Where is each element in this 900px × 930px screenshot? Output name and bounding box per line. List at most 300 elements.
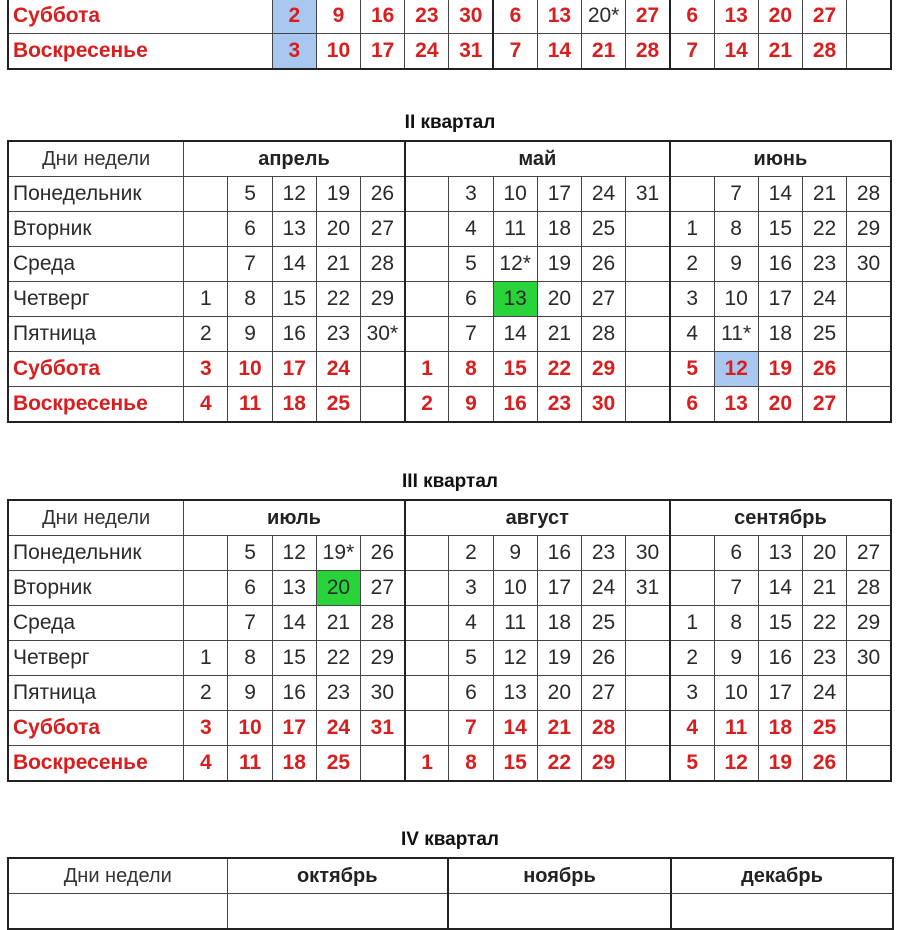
empty-date-cell: [405, 317, 449, 352]
quarter-header-row: [8, 141, 891, 177]
empty-date-cell: [847, 387, 891, 423]
date-cell: 20: [802, 536, 846, 571]
date-cell: 29: [581, 352, 625, 387]
empty-date-cell: [626, 212, 670, 247]
date-cell: 4: [670, 317, 714, 352]
date-cell: 28: [626, 34, 670, 70]
date-cell: 30: [847, 641, 891, 676]
empty-date-cell: [670, 177, 714, 212]
date-cell: 20: [537, 282, 581, 317]
date-cell: 30: [847, 247, 891, 282]
date-cell: 26: [361, 536, 405, 571]
empty-date-cell: [361, 352, 405, 387]
empty-date-cell: [184, 536, 228, 571]
date-cell: 3: [184, 352, 228, 387]
date-cell: 12: [714, 746, 758, 782]
date-cell: 20*: [582, 0, 626, 34]
empty-date-cell: [405, 212, 449, 247]
date-cell: 24: [581, 177, 625, 212]
date-cell: 11: [228, 746, 272, 782]
day-name-cell: Понедельник: [8, 177, 184, 212]
date-cell: 11: [714, 711, 758, 746]
date-cell: 9: [714, 641, 758, 676]
date-cell: 21: [316, 606, 360, 641]
date-cell: 23: [802, 641, 846, 676]
date-cell: 30: [449, 0, 493, 34]
date-cell: 15: [493, 352, 537, 387]
empty-date-cell: [405, 711, 449, 746]
month-header: июль: [184, 500, 405, 536]
day-name-cell: Пятница: [8, 676, 184, 711]
date-cell: 8: [228, 282, 272, 317]
date-cell: 23: [537, 387, 581, 423]
date-cell: 16: [361, 0, 405, 34]
month-header-december: декабрь: [671, 858, 893, 894]
date-cell: 8: [714, 606, 758, 641]
day-name-cell: Пятница: [8, 317, 184, 352]
date-cell: 6: [449, 676, 493, 711]
empty-date-cell: [626, 352, 670, 387]
weekday-row: [8, 536, 891, 571]
date-cell: 7: [449, 711, 493, 746]
date-cell: 7: [670, 34, 714, 70]
date-cell: 10: [228, 352, 272, 387]
date-cell: 16: [272, 317, 316, 352]
date-cell: 5: [228, 177, 272, 212]
empty-date-cell: [626, 606, 670, 641]
date-cell: 1: [670, 212, 714, 247]
empty-date-cell: [847, 676, 891, 711]
weekday-row: [8, 571, 891, 606]
date-cell: 23: [316, 317, 360, 352]
date-cell: 24: [405, 34, 449, 70]
date-cell: 4: [184, 387, 228, 423]
date-cell: 6: [714, 536, 758, 571]
month-header: август: [405, 500, 670, 536]
date-cell: 20: [537, 676, 581, 711]
date-cell: 8: [449, 746, 493, 782]
date-cell: 14: [493, 317, 537, 352]
date-cell: 24: [316, 352, 360, 387]
date-cell: 3: [184, 711, 228, 746]
empty-date-cell: [184, 606, 228, 641]
empty-date-cell: [361, 387, 405, 423]
date-cell: 1: [405, 352, 449, 387]
quarter-2-title: II квартал: [404, 112, 496, 133]
empty-date-cell: [626, 282, 670, 317]
date-cell: 17: [272, 352, 316, 387]
date-cell: 13: [714, 0, 758, 34]
date-cell: 12: [272, 536, 316, 571]
date-cell: 22: [802, 212, 846, 247]
date-cell: 10: [228, 711, 272, 746]
weekday-row: [8, 711, 891, 746]
date-cell: 19: [758, 746, 802, 782]
date-cell: 1: [184, 282, 228, 317]
date-cell: 23: [316, 676, 360, 711]
date-cell: 23: [405, 0, 449, 34]
empty-date-cell: [405, 247, 449, 282]
day-name-cell: Воскресенье: [8, 746, 184, 782]
date-cell: 13: [537, 0, 581, 34]
date-cell: 9: [714, 247, 758, 282]
date-cell: 9: [228, 317, 272, 352]
date-cell: 25: [581, 212, 625, 247]
date-cell: 2: [449, 536, 493, 571]
date-cell: 13: [272, 571, 316, 606]
empty-date-cell: [184, 212, 228, 247]
weekday-row: [8, 317, 891, 352]
date-cell: 23: [802, 247, 846, 282]
quarter-4-header-row: [8, 858, 893, 894]
date-cell: 5: [449, 247, 493, 282]
date-cell: 5: [228, 536, 272, 571]
quarter-3-table: [7, 499, 892, 782]
day-name-cell: Четверг: [8, 641, 184, 676]
date-cell: 16: [758, 641, 802, 676]
day-name-cell: Суббота: [8, 352, 184, 387]
date-cell: 3: [272, 34, 316, 70]
date-cell: 22: [316, 641, 360, 676]
date-cell: 12*: [493, 247, 537, 282]
month-header-october: октябрь: [227, 858, 448, 894]
month-header: май: [405, 141, 670, 177]
date-cell: 2: [272, 0, 316, 34]
date-cell: 17: [758, 282, 802, 317]
date-cell: 29: [847, 606, 891, 641]
date-cell: 15: [758, 606, 802, 641]
date-cell: 16: [493, 387, 537, 423]
date-cell: 14: [758, 177, 802, 212]
date-cell: 9: [493, 536, 537, 571]
date-cell: 15: [493, 746, 537, 782]
month-header-november: ноябрь: [448, 858, 671, 894]
date-cell: 20: [758, 387, 802, 423]
weekday-row: [8, 282, 891, 317]
date-cell: 13: [272, 212, 316, 247]
date-cell: 17: [361, 34, 405, 70]
date-cell: 28: [802, 34, 846, 70]
date-cell: 20: [758, 0, 802, 34]
date-cell: 19*: [316, 536, 360, 571]
date-cell: 18: [758, 317, 802, 352]
date-cell: 28: [847, 571, 891, 606]
weekday-row: [8, 387, 891, 423]
date-cell: 12: [493, 641, 537, 676]
empty-date-cell: [405, 177, 449, 212]
date-cell: 1: [405, 746, 449, 782]
weekday-row: [8, 247, 891, 282]
date-cell: 26: [802, 746, 846, 782]
date-cell: 13: [493, 676, 537, 711]
date-cell: 27: [361, 571, 405, 606]
date-cell: [227, 894, 448, 930]
date-cell: 19: [537, 641, 581, 676]
date-cell: 14: [714, 34, 758, 70]
date-cell: 2: [184, 676, 228, 711]
date-cell: 15: [272, 282, 316, 317]
date-cell: 16: [272, 676, 316, 711]
date-cell: 27: [847, 536, 891, 571]
date-cell: 27: [802, 0, 846, 34]
date-cell: 27: [581, 676, 625, 711]
date-cell: 11: [493, 212, 537, 247]
empty-date-cell: [626, 387, 670, 423]
date-cell: 21: [316, 247, 360, 282]
date-cell: 13: [714, 387, 758, 423]
day-name-cell: Суббота: [8, 0, 272, 34]
date-cell: 6: [670, 0, 714, 34]
date-cell: 21: [537, 317, 581, 352]
date-cell: 17: [537, 571, 581, 606]
empty-date-cell: [670, 571, 714, 606]
month-header: сентябрь: [670, 500, 891, 536]
date-cell: 4: [449, 606, 493, 641]
date-cell: 22: [537, 746, 581, 782]
date-cell: 26: [802, 352, 846, 387]
day-name-cell: Воскресенье: [8, 34, 272, 70]
date-cell: 9: [449, 387, 493, 423]
empty-date-cell: [184, 177, 228, 212]
date-cell: 28: [847, 177, 891, 212]
weekday-header: Дни недели: [8, 141, 184, 177]
date-cell: 14: [758, 571, 802, 606]
date-cell: 26: [581, 641, 625, 676]
empty-date-cell: [626, 746, 670, 782]
weekday-row: [8, 352, 891, 387]
date-cell: 20: [316, 571, 360, 606]
date-cell: 7: [228, 247, 272, 282]
quarter-4-first-row-partial: [8, 894, 893, 930]
date-cell: 18: [537, 606, 581, 641]
empty-date-cell: [670, 536, 714, 571]
empty-date-cell: [184, 247, 228, 282]
date-cell: 5: [449, 641, 493, 676]
day-name-cell: Суббота: [8, 711, 184, 746]
date-cell: 10: [493, 571, 537, 606]
date-cell: 17: [758, 676, 802, 711]
date-cell: 6: [228, 571, 272, 606]
date-cell: 20: [316, 212, 360, 247]
weekday-row: [8, 606, 891, 641]
month-header: апрель: [184, 141, 405, 177]
date-cell: 21: [537, 711, 581, 746]
date-cell: 30: [361, 676, 405, 711]
date-cell: 23: [581, 536, 625, 571]
date-cell: 26: [361, 177, 405, 212]
date-cell: 16: [537, 536, 581, 571]
date-cell: 9: [316, 0, 360, 34]
date-cell: 1: [184, 641, 228, 676]
date-cell: 4: [449, 212, 493, 247]
empty-date-cell: [405, 282, 449, 317]
date-cell: 28: [361, 247, 405, 282]
date-cell: 11: [228, 387, 272, 423]
day-name-cell: Четверг: [8, 282, 184, 317]
date-cell: 29: [361, 641, 405, 676]
date-cell: 31: [626, 177, 670, 212]
quarter-header-row: [8, 500, 891, 536]
empty-date-cell: [405, 606, 449, 641]
date-cell: 2: [670, 641, 714, 676]
date-cell: 7: [449, 317, 493, 352]
date-cell: 27: [802, 387, 846, 423]
quarter-2-table: [7, 140, 892, 423]
date-cell: 19: [758, 352, 802, 387]
day-name-cell: Среда: [8, 247, 184, 282]
empty-date-cell: [847, 746, 891, 782]
date-cell: 18: [537, 212, 581, 247]
day-name-cell: Среда: [8, 606, 184, 641]
day-name-cell: [8, 894, 227, 930]
weekday-header: Дни недели: [8, 500, 184, 536]
date-cell: 10: [493, 177, 537, 212]
date-cell: 14: [537, 34, 581, 70]
date-cell: 27: [626, 0, 670, 34]
date-cell: 30: [626, 536, 670, 571]
date-cell: 31: [361, 711, 405, 746]
date-cell: 4: [670, 711, 714, 746]
date-cell: 22: [537, 352, 581, 387]
empty-date-cell: [847, 711, 891, 746]
date-cell: 8: [714, 212, 758, 247]
empty-date-cell: [405, 641, 449, 676]
date-cell: 21: [802, 571, 846, 606]
empty-date-cell: [184, 571, 228, 606]
date-cell: 17: [272, 711, 316, 746]
weekday-row: [8, 0, 891, 34]
date-cell: 18: [272, 387, 316, 423]
date-cell: 31: [449, 34, 493, 70]
date-cell: 3: [449, 177, 493, 212]
weekday-row: [8, 34, 891, 70]
date-cell: 25: [802, 711, 846, 746]
month-header: июнь: [670, 141, 891, 177]
date-cell: 2: [405, 387, 449, 423]
date-cell: 19: [316, 177, 360, 212]
empty-date-cell: [405, 676, 449, 711]
date-cell: 7: [493, 34, 537, 70]
date-cell: 28: [581, 317, 625, 352]
date-cell: 15: [272, 641, 316, 676]
date-cell: 17: [537, 177, 581, 212]
date-cell: 12: [714, 352, 758, 387]
date-cell: 8: [228, 641, 272, 676]
date-cell: 7: [714, 177, 758, 212]
date-cell: 15: [758, 212, 802, 247]
date-cell: 19: [537, 247, 581, 282]
date-cell: 18: [272, 746, 316, 782]
empty-date-cell: [847, 0, 891, 34]
date-cell: 29: [847, 212, 891, 247]
empty-date-cell: [847, 34, 891, 70]
empty-date-cell: [847, 352, 891, 387]
date-cell: 13: [493, 282, 537, 317]
date-cell: 9: [228, 676, 272, 711]
date-cell: 29: [361, 282, 405, 317]
date-cell: 21: [758, 34, 802, 70]
date-cell: [448, 894, 671, 930]
empty-date-cell: [626, 317, 670, 352]
day-name-cell: Воскресенье: [8, 387, 184, 423]
date-cell: 7: [714, 571, 758, 606]
date-cell: 27: [361, 212, 405, 247]
weekday-row: [8, 177, 891, 212]
date-cell: 25: [316, 746, 360, 782]
day-name-cell: Вторник: [8, 571, 184, 606]
weekday-row: [8, 676, 891, 711]
empty-date-cell: [847, 282, 891, 317]
date-cell: 5: [670, 352, 714, 387]
date-cell: [671, 894, 893, 930]
weekday-row: [8, 641, 891, 676]
date-cell: 25: [581, 606, 625, 641]
date-cell: 11*: [714, 317, 758, 352]
date-cell: 10: [714, 676, 758, 711]
date-cell: 16: [758, 247, 802, 282]
date-cell: 6: [228, 212, 272, 247]
empty-date-cell: [626, 711, 670, 746]
day-name-cell: Понедельник: [8, 536, 184, 571]
empty-date-cell: [847, 317, 891, 352]
date-cell: 30*: [361, 317, 405, 352]
date-cell: 6: [493, 0, 537, 34]
date-cell: 3: [449, 571, 493, 606]
date-cell: 18: [758, 711, 802, 746]
day-name-cell: Вторник: [8, 212, 184, 247]
date-cell: 27: [581, 282, 625, 317]
empty-date-cell: [626, 247, 670, 282]
date-cell: 31: [626, 571, 670, 606]
date-cell: 14: [493, 711, 537, 746]
date-cell: 12: [272, 177, 316, 212]
empty-date-cell: [626, 676, 670, 711]
date-cell: 25: [316, 387, 360, 423]
date-cell: 6: [670, 387, 714, 423]
quarter-1-table-fragment: [7, 0, 892, 70]
date-cell: 10: [316, 34, 360, 70]
date-cell: 13: [758, 536, 802, 571]
date-cell: 28: [581, 711, 625, 746]
date-cell: 30: [581, 387, 625, 423]
date-cell: 24: [802, 676, 846, 711]
quarter-4-title: IV квартал: [400, 829, 500, 850]
date-cell: 21: [582, 34, 626, 70]
date-cell: 21: [802, 177, 846, 212]
date-cell: 4: [184, 746, 228, 782]
date-cell: 22: [316, 282, 360, 317]
date-cell: 2: [670, 247, 714, 282]
date-cell: 14: [272, 247, 316, 282]
date-cell: 29: [581, 746, 625, 782]
date-cell: 6: [449, 282, 493, 317]
date-cell: 11: [493, 606, 537, 641]
date-cell: 3: [670, 282, 714, 317]
date-cell: 5: [670, 746, 714, 782]
date-cell: 3: [670, 676, 714, 711]
empty-date-cell: [361, 746, 405, 782]
quarter-3-title: III квартал: [402, 471, 498, 492]
date-cell: 22: [802, 606, 846, 641]
quarter-4-table: [7, 857, 894, 930]
date-cell: 8: [449, 352, 493, 387]
date-cell: 28: [361, 606, 405, 641]
date-cell: 24: [802, 282, 846, 317]
weekday-row: [8, 212, 891, 247]
weekday-row: [8, 746, 891, 782]
date-cell: 2: [184, 317, 228, 352]
date-cell: 24: [316, 711, 360, 746]
